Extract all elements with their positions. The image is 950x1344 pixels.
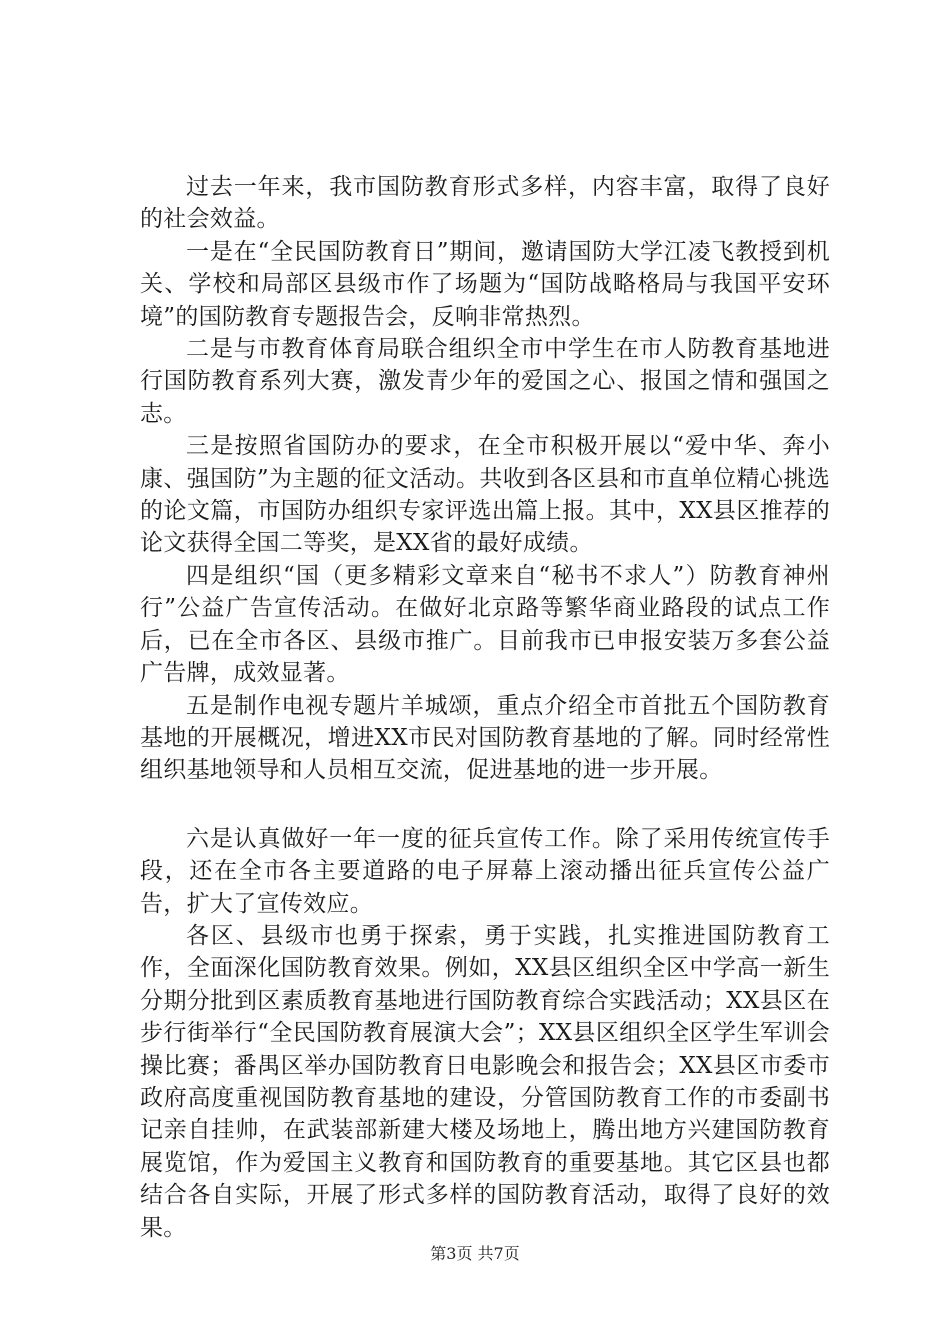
paragraph-gap: [140, 787, 830, 823]
paragraph-districts: 各区、县级市也勇于探索，勇于实践，扎实推进国防教育工作，全面深化国防教育效果。例如，XX县区组织全区中学高一新生分期分批到区素质教育基地进行国防教育综合实践活动；XX县区在步行街举行“全民国防教育展演大会”；XX县区组织全区学生军训会操比赛；番禺区举办国防教育日电影晚会和报告会；XX县区市委市政府高度重视国防教育基地的建设，分管国防教育工作的市委副书记亲自挂帅，在武装部新建大楼及场地上，腾出地方兴建国防教育展览馆，作为爱国主义教育和国防教育的重要基地。其它区县也都结合各自实际，开展了形式多样的国防教育活动，取得了良好的效果。: [140, 922, 830, 1241]
paragraph-item-3: 三是按照省国防办的要求，在全市积极开展以“爱中华、奔小康、强国防”为主题的征文活动。共收到各区县和市直单位精心挑选的论文篇，市国防办组织专家评选出篇上报。其中，XX县区推荐的论文获得全国二等奖，是XX省的最好成绩。: [140, 433, 830, 557]
paragraph-item-4: 四是组织“国（更多精彩文章来自“秘书不求人”）防教育神州行”公益广告宣传活动。在做好北京路等繁华商业路段的试点工作后，已在全市各区、县级市推广。目前我市已申报安装万多套公益广告牌，成效显著。: [140, 562, 830, 687]
paragraph-item-2: 二是与市教育体育局联合组织全市中学生在市人防教育基地进行国防教育系列大赛，激发青少年的爱国之心、报国之情和强国之志。: [140, 336, 830, 427]
page-number-footer: 第3页 共7页: [430, 1244, 520, 1263]
paragraph-item-6: 六是认真做好一年一度的征兵宣传工作。除了采用传统宣传手段，还在全市各主要道路的电子屏幕上滚动播出征兵宣传公益广告，扩大了宣传效应。: [140, 825, 830, 917]
document-body: [140, 171, 830, 1244]
paragraph-intro: 过去一年来，我市国防教育形式多样，内容丰富，取得了良好的社会效益。: [140, 174, 830, 233]
paragraph-item-5: 五是制作电视专题片羊城颂，重点介绍全市首批五个国防教育基地的开展概况，增进XX市民对国防教育基地的了解。同时经常性组织基地领导和人员相互交流，促进基地的进一步开展。: [140, 692, 830, 784]
paragraph-item-1: 一是在“全民国防教育日”期间，邀请国防大学江凌飞教授到机关、学校和局部区县级市作了场题为“国防战略格局与我国平安环境”的国防教育专题报告会，反响非常热烈。: [140, 238, 830, 330]
